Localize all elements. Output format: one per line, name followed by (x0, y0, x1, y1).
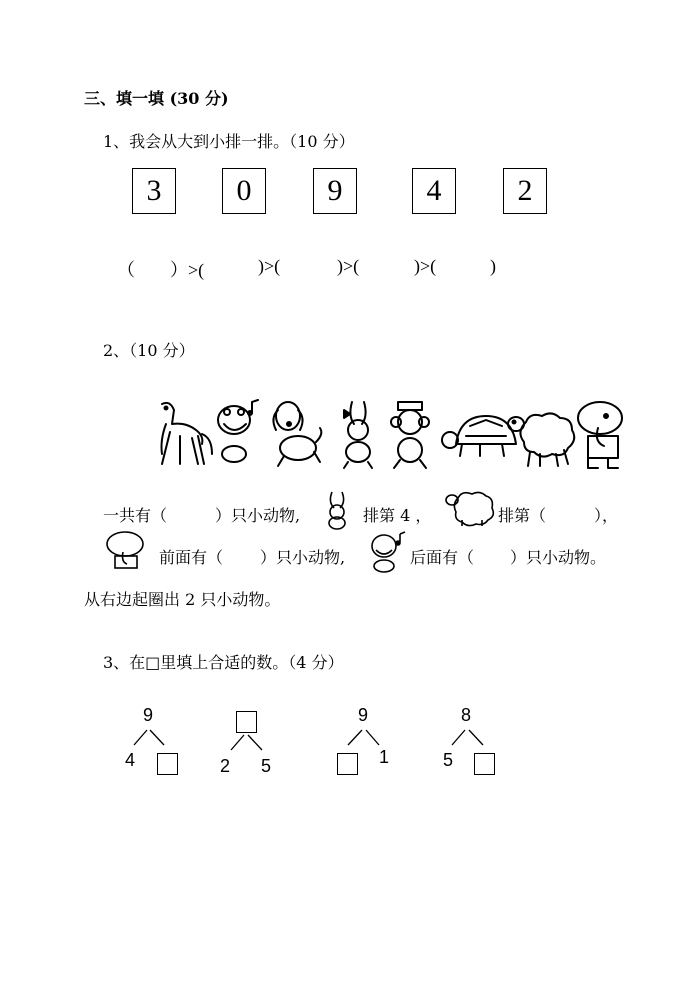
q2-prompt: 2、（10 分） (103, 341, 195, 360)
behind-count-text: 后面有（ (410, 548, 475, 567)
q3-prompt: 3、在□里填上合适的数。（4 分） (103, 653, 344, 672)
bond-right: 5 (261, 756, 272, 776)
bond-right: 1 (379, 747, 390, 767)
bond-top: 8 (461, 705, 472, 725)
answer-box[interactable] (236, 711, 257, 733)
answer-box[interactable] (474, 753, 495, 775)
number-card: 3 (132, 168, 176, 214)
number-card: 0 (222, 168, 266, 214)
bond-left: 2 (220, 756, 231, 776)
sheep-rank-text: 排第（ (498, 506, 547, 525)
section-title: 三、填一填 (30 分) (84, 89, 229, 108)
q1-prompt: 1、我会从大到小排一排。（10 分） (103, 132, 355, 151)
answer-blank[interactable]: ) (490, 256, 496, 276)
front-count-text: ）只小动物, (260, 548, 346, 567)
front-count-text: 前面有（ (159, 548, 224, 567)
answer-blank[interactable]: （ (117, 260, 135, 280)
number-card: 2 (503, 168, 547, 214)
answer-box[interactable] (337, 753, 358, 775)
bond-left: 5 (443, 750, 454, 770)
answer-box[interactable] (157, 753, 178, 775)
number-card: 4 (412, 168, 456, 214)
total-count-text: 一共有（ (103, 506, 168, 525)
behind-count-text: ）只小动物。 (510, 548, 607, 567)
number-card: 9 (313, 168, 357, 214)
answer-blank[interactable]: )>( (337, 256, 360, 276)
circle-instruction: 从右边起圈出 2 只小动物。 (84, 590, 281, 609)
sheep-rank-text: ）， (594, 506, 619, 525)
total-count-text: ）只小动物, (215, 506, 301, 525)
bond-left: 4 (125, 750, 136, 770)
bond-top: 9 (358, 705, 369, 725)
rabbit-rank-text: 排第 4 ， (363, 506, 432, 525)
bond-top: 9 (143, 705, 154, 725)
answer-blank[interactable]: ）>( (170, 260, 205, 280)
answer-blank[interactable]: )>( (258, 256, 281, 276)
answer-blank[interactable]: )>( (414, 256, 437, 276)
